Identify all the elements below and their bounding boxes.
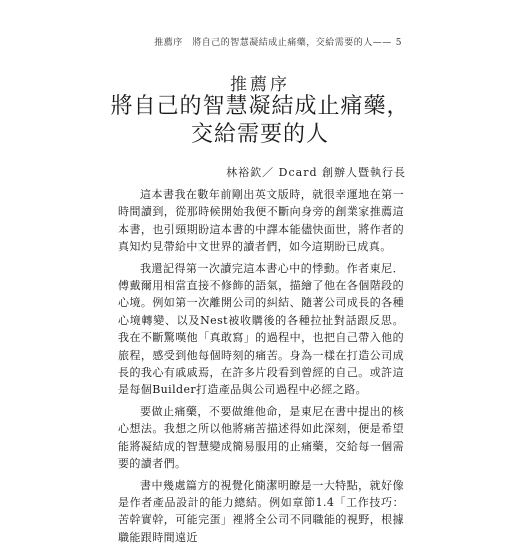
author-byline: 林裕欽／ Dcard 創辦人暨執行長	[226, 166, 406, 179]
running-header	[154, 35, 402, 48]
paragraph: 書中幾處篇方的視覺化簡潔明瞭是一大特點，就好像是作者產品設計的能力總結。例如章節1.4「工作技巧：苦幹實幹，可能完蛋」裡將全公司不同職能的視野，根據職能跟時間遠近	[118, 478, 404, 544]
paragraph: 要做止痛藥，不要做維他命，是東尼在書中提出的核心想法。我想之所以他將痛苦描述得如此深刻，便是希望能將凝結成的智慧變成簡易服用的止痛藥，交給每一個需要的讀者們。	[118, 404, 404, 471]
preface-title	[0, 93, 520, 149]
paragraph: 我還記得第一次讀完這本書心中的悸動。作者東尼．傅戴爾用相當直接不修飾的語氣，描繪了他在各個階段的心境。例如第一次離開公司的糾結、隨著公司成長的各種心境轉變、以及Nest被收購後的各種拉扯對話跟反思。我在不斷驚嘆他「真敢寫」的過程中，也把自己帶入他的旅程，感受到他每個時刻的痛苦。身為一樣在打造公司成長的我心有戚戚焉，在許多片段看到曾經的自己。或許這是每個Builder打造產品與公司過程中必經之路。	[118, 261, 404, 397]
preface-kicker: 推薦序	[230, 75, 290, 95]
body-text	[118, 186, 404, 550]
running-header-title: 推薦序 將自己的智慧凝結成止痛藥，交給需要的人——	[154, 38, 392, 48]
paragraph: 這本書我在數年前剛出英文版時，就很幸運地在第一時間讀到，從那時候開始我便不斷向身旁的創業家推薦這本書，也引頸期盼這本書的中譯本能儘快面世，將作者的真知灼見帶給中文世界的讀者們，如今這期盼已成真。	[118, 188, 404, 254]
preface-title-line-1: 將自己的智慧凝結成止痛藥，	[110, 94, 410, 119]
page-number: 5	[395, 38, 402, 48]
preface-title-line-2: 交給需要的人	[190, 122, 329, 147]
